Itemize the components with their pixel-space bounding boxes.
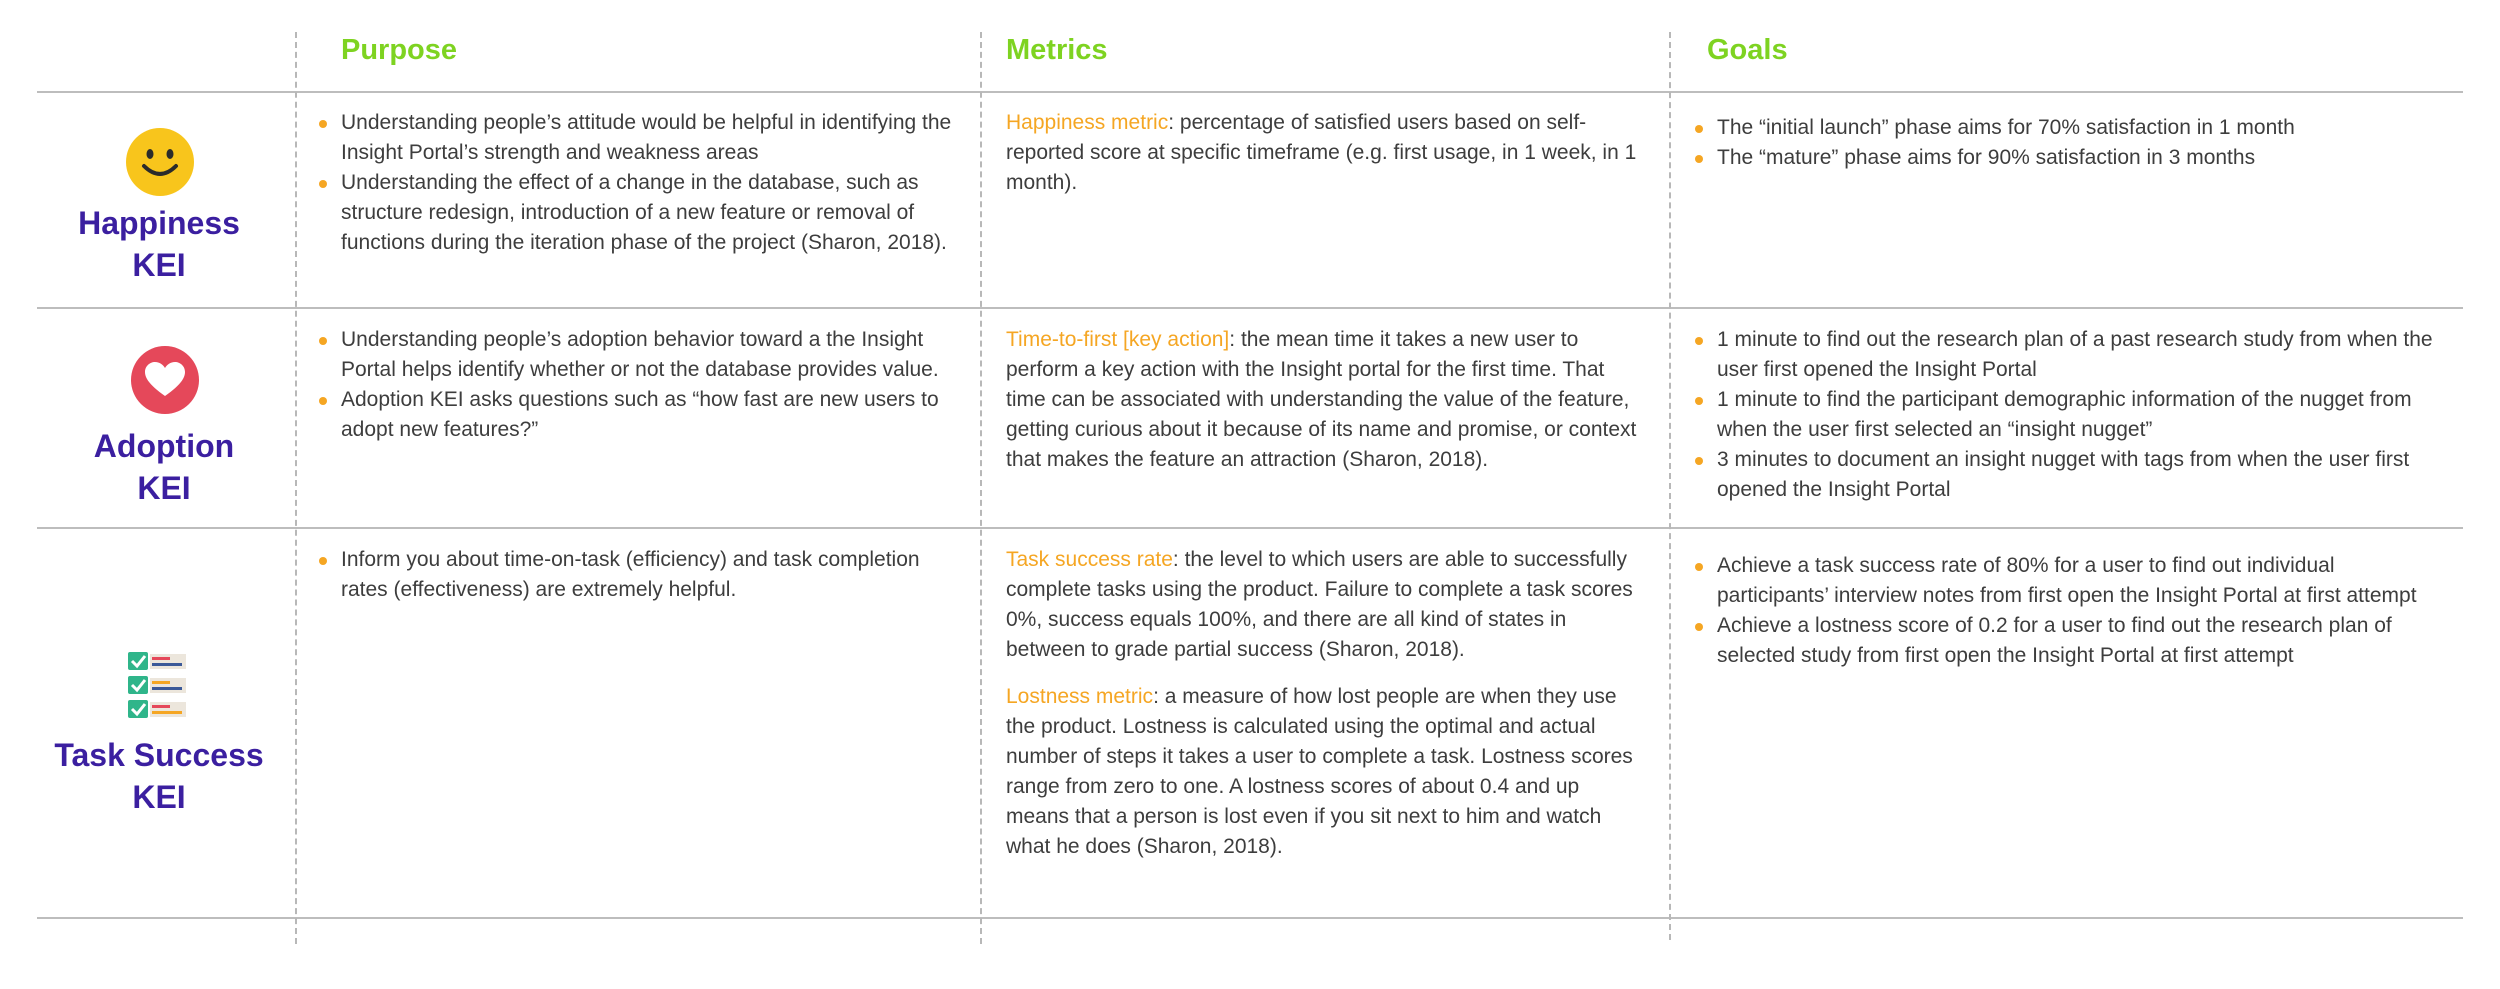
list-item: 1 minute to find out the research plan of a past research study from when the user first opened the Insight Portal bbox=[1693, 325, 2433, 385]
metric-paragraph bbox=[1006, 682, 1646, 862]
list-item: 1 minute to find the participant demographic information of the nugget from when the user first selected an “insight nugget” bbox=[1693, 385, 2433, 445]
list-item: The “initial launch” phase aims for 70% satisfaction in 1 month bbox=[1693, 113, 2433, 143]
task-success-label-line2: KEI bbox=[132, 779, 186, 815]
column-divider-1 bbox=[295, 32, 297, 944]
purpose-column-header: Purpose bbox=[341, 34, 458, 66]
happiness-label-line2: KEI bbox=[132, 247, 186, 283]
happiness-purpose-cell bbox=[317, 108, 967, 258]
list-item: Adoption KEI asks questions such as “how fast are new users to adopt new features?” bbox=[317, 385, 977, 445]
header-divider bbox=[37, 91, 2463, 93]
metric-paragraph bbox=[1006, 108, 1646, 198]
list-item: Understanding people’s adoption behavior toward a the Insight Portal helps identify whether or not the database provides value. bbox=[317, 325, 977, 385]
adoption-purpose-cell bbox=[317, 325, 977, 445]
metric-description: : percentage of satisfied users based on self-reported score at specific timeframe (e.g. first usage, in 1 week, in 1 month). bbox=[1006, 111, 1637, 194]
metric-term: Happiness metric bbox=[1006, 111, 1169, 134]
task-success-goals-cell bbox=[1693, 551, 2433, 671]
metric-description: : the level to which users are able to successfully complete tasks using the product. Failure to complete a task scores 0%, success equals 100%, and there are all kind of states in between to grade partial success (Sharon, 2018). bbox=[1006, 548, 1633, 661]
heart-icon bbox=[131, 346, 199, 414]
metric-description: : the mean time it takes a new user to perform a key action with the Insight portal for the first time. That time can be associated with understanding the value of the feature, getting curious about it because of its name and promise, or context that makes the feature an attraction (Sharon, 2018). bbox=[1006, 328, 1637, 471]
adoption-goals-cell bbox=[1693, 325, 2433, 505]
metric-term: Time-to-first [key action] bbox=[1006, 328, 1230, 351]
list-item: Inform you about time-on-task (efficiency) and task completion rates (effectiveness) are extremely helpful. bbox=[317, 545, 967, 605]
row-divider-bottom bbox=[37, 917, 2463, 919]
task-success-kei-label bbox=[29, 734, 289, 818]
metric-term: Task success rate bbox=[1006, 548, 1173, 571]
goals-column-header: Goals bbox=[1707, 34, 1788, 66]
checklist-icon bbox=[128, 650, 192, 722]
happiness-label-line1: Happiness bbox=[78, 205, 240, 241]
happiness-metrics-cell bbox=[1006, 108, 1646, 215]
metric-term: Lostness metric bbox=[1006, 685, 1154, 708]
adoption-kei-label bbox=[34, 425, 294, 509]
list-item: 3 minutes to document an insight nugget with tags from when the user first opened the Insight Portal bbox=[1693, 445, 2433, 505]
adoption-label-line2: KEI bbox=[137, 470, 191, 506]
metric-paragraph bbox=[1006, 325, 1646, 475]
task-success-metrics-cell bbox=[1006, 545, 1646, 879]
adoption-label-line1: Adoption bbox=[93, 428, 235, 464]
list-item: Achieve a task success rate of 80% for a user to find out individual participants’ interview notes from first open the Insight Portal at first attempt bbox=[1693, 551, 2433, 611]
list-item: Understanding the effect of a change in the database, such as structure redesign, introduction of a new feature or removal of functions during the iteration phase of the project (Sharon, 2018). bbox=[317, 168, 967, 258]
task-success-purpose-cell bbox=[317, 545, 967, 605]
metric-description: : a measure of how lost people are when they use the product. Lostness is calculated using the optimal and actual number of steps it takes a user to complete a task. Lostness scores range from zero to one. A lostness scores of about 0.4 and up means that a person is lost even if you sit next to him and watch what he does (Sharon, 2018). bbox=[1006, 685, 1633, 858]
list-item: The “mature” phase aims for 90% satisfaction in 3 months bbox=[1693, 143, 2433, 173]
happiness-kei-label bbox=[29, 202, 289, 286]
column-divider-2 bbox=[980, 32, 982, 944]
list-item: Understanding people’s attitude would be helpful in identifying the Insight Portal’s strength and weakness areas bbox=[317, 108, 967, 168]
metric-paragraph bbox=[1006, 545, 1646, 665]
task-success-label-line1: Task Success bbox=[54, 737, 264, 773]
row-divider-1 bbox=[37, 307, 2463, 309]
metrics-column-header: Metrics bbox=[1006, 34, 1108, 66]
happiness-goals-cell bbox=[1693, 113, 2433, 173]
list-item: Achieve a lostness score of 0.2 for a user to find out the research plan of selected study from first open the Insight Portal at first attempt bbox=[1693, 611, 2433, 671]
adoption-metrics-cell bbox=[1006, 325, 1646, 492]
column-divider-3 bbox=[1669, 32, 1671, 940]
smiley-face-icon bbox=[126, 128, 194, 196]
row-divider-2 bbox=[37, 527, 2463, 529]
